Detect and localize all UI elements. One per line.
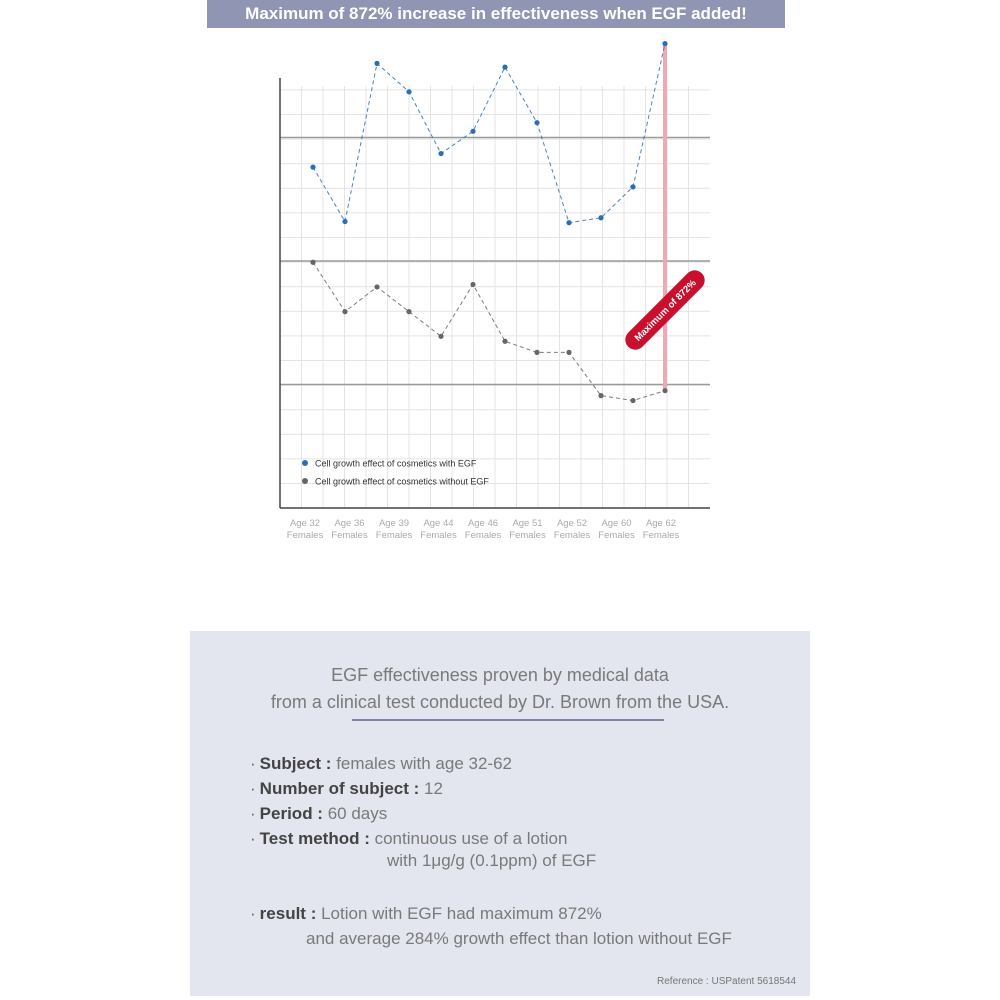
x-tick-label: Age 60 (601, 518, 632, 529)
detail-result (250, 904, 602, 924)
data-point (598, 215, 603, 220)
data-point (598, 393, 603, 398)
x-tick-label: Age 44 (423, 518, 454, 529)
detail-value: 60 days (327, 804, 388, 823)
detail-subject (250, 751, 567, 776)
data-point (310, 165, 315, 170)
intro-line-2: from a clinical test conducted by Dr. Brown from the USA. (270, 692, 730, 712)
data-point (470, 129, 475, 134)
x-tick-label: Females (464, 530, 502, 541)
x-tick-label: Females (286, 530, 324, 541)
study-info-panel (190, 631, 810, 996)
x-tick-label: Age 46 (467, 518, 499, 529)
data-point (342, 309, 347, 314)
data-point (662, 41, 667, 46)
data-point (534, 120, 539, 125)
x-tick-label: Females (642, 530, 680, 541)
data-point (374, 284, 379, 289)
x-tick-label: Females (553, 530, 591, 541)
detail-period (250, 801, 567, 826)
x-tick-label: Age 36 (334, 518, 365, 529)
data-point (662, 388, 667, 393)
bullet-dot: · (250, 804, 256, 823)
max-pill-label: Maximum of 872% (632, 277, 699, 344)
detail-number-of-subject (250, 776, 567, 801)
bullet-dot: · (250, 829, 256, 848)
detail-label: result : (259, 904, 317, 923)
patent-reference: Reference : USPatent 5618544 (657, 976, 796, 987)
data-point (438, 334, 443, 339)
legend-marker (302, 460, 308, 466)
data-point (502, 65, 507, 70)
x-tick-label: Age 62 (645, 518, 677, 529)
detail-value: Lotion with EGF had maximum 872% (321, 904, 602, 923)
x-tick-label: Age 51 (512, 518, 543, 529)
data-point (342, 219, 347, 224)
detail-test-method (250, 826, 567, 851)
detail-label: Period : (259, 804, 323, 823)
chart-grid (280, 44, 710, 508)
x-tick-label: Females (375, 530, 413, 541)
x-tick-label: Age 32 (289, 518, 321, 529)
data-point (374, 61, 379, 66)
bullet-dot: · (250, 904, 256, 923)
x-tick-label: Females (331, 530, 368, 541)
legend-label: Cell growth effect of cosmetics with EGF (315, 458, 477, 469)
detail-value: females with age 32-62 (336, 754, 512, 773)
data-point (566, 220, 571, 225)
data-point (406, 89, 411, 94)
detail-label: Test method : (259, 829, 370, 848)
headline-banner: Maximum of 872% increase in effectiveness when EGF added! (207, 0, 785, 28)
detail-value: 12 (424, 779, 443, 798)
x-axis-ticks (287, 518, 680, 541)
bullet-dot: · (250, 779, 256, 798)
legend-marker (302, 478, 308, 484)
bullet-dot: · (250, 754, 256, 773)
highlight-bar (663, 44, 667, 391)
intro-line-1: EGF effectiveness proven by medical data (331, 665, 669, 685)
chart-legend (302, 459, 489, 487)
x-tick-label: Age 39 (378, 518, 410, 529)
data-point (470, 282, 475, 287)
detail-label: Number of subject : (259, 779, 420, 798)
x-tick-label: Females (509, 530, 546, 541)
detail-value: continuous use of a lotion (374, 829, 568, 848)
study-details-list (250, 751, 567, 851)
legend-label: Cell growth effect of cosmetics without EGF (315, 476, 489, 487)
data-point (630, 184, 635, 189)
data-point (502, 339, 507, 344)
data-point (566, 350, 571, 355)
data-point (630, 398, 635, 403)
data-point (438, 151, 443, 156)
x-tick-label: Females (598, 530, 635, 541)
x-tick-label: Age 52 (556, 518, 588, 529)
data-point (534, 350, 539, 355)
intro-underline (352, 719, 664, 721)
chart-points (310, 41, 667, 403)
result-continued: and average 284% growth effect than lotion without EGF (306, 929, 732, 948)
test-method-continued: with 1μg/g (0.1ppm) of EGF (387, 851, 597, 870)
x-tick-label: Females (420, 530, 457, 541)
detail-label: Subject : (259, 754, 332, 773)
data-point (406, 309, 411, 314)
data-point (310, 260, 315, 265)
